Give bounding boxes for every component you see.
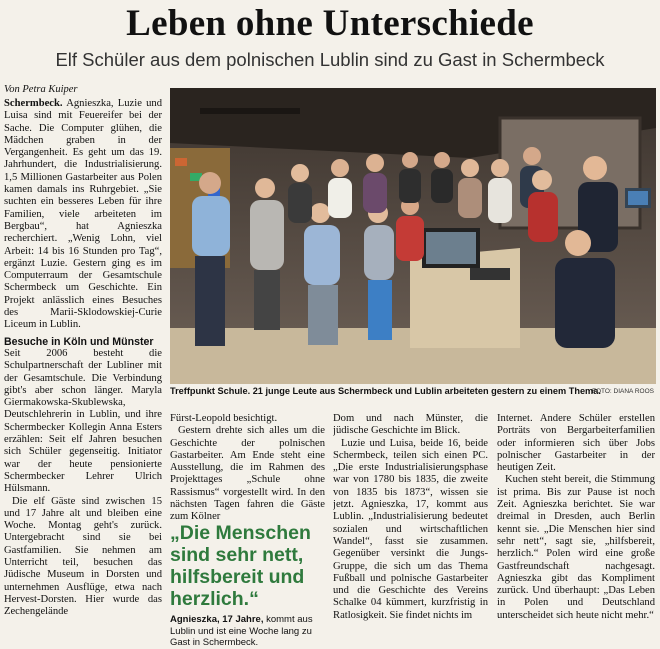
quote-speaker-info: kommt aus Lublin und ist eine Woche lang zu Gast in Schermbeck.: [170, 614, 313, 648]
paragraph: Dom und nach Münster, die jüdische Geschichte im Blick.: [333, 413, 488, 437]
paragraph: Internet. Andere Schüler erstellen Porträts von Bergarbeiterfamilien oder informieren sich über Jobs polnischer Gastarbeiter in der heutigen Zeit.: [497, 413, 655, 474]
paragraph: Agnieszka, Luzie und Luisa sind mit Feuereifer bei der Sache. Die Computer glühen, die Mädchen graben in der Vergangenheit. Es geht um das 19. Jahrhundert, die Industrialisierung. 1,5 Millionen Gastarbeiter aus Polen kamen damals ins Ruhrgebiet. „Sie suchten ein besseres Leben für ihre Familien, viele arbeiteten im Bergbau“, hat Agnieszka recherchiert. „Wenig Lohn, viel Arbeit: 14 bis 16 Stunden pro Tag“, ergänzt Luzie. Gestern ging es im Computerraum der Gesamtschule Schermbeck um Geschichte. Ein Projekt anlässlich eines Besuches des Marii-Sklodowskiej-Curie Liceum in Lublin.: [4, 98, 162, 331]
photo-credit: FOTO: DIANA ROOS: [591, 388, 654, 395]
quote-text: „Die Menschen sind sehr nett, hilfsbereit und herzlich.“: [170, 522, 311, 610]
quote-speaker: Agnieszka, 17 Jahre,: [170, 614, 264, 625]
paragraph: Seit 2006 besteht die Schulpartnerschaft der Lubliner mit der Gesamtschule. Die Verbindung gibt's aber schon länger. Maryla Giermakowska-Skublewska, Deutschlehrerin in Lublin, und ihre Schermbecker Kollegin Anna Esters erzählen: Seit elf Jahren besuchen sich Schüler gegenseitig. Initiator war der heute pensionierte Schermbecker Lehrer Ulrich Hülsmann.: [4, 347, 162, 495]
article-headline: Leben ohne Unterschiede: [126, 3, 534, 44]
section-subhead: Besuche in Köln und Münster: [4, 335, 154, 348]
paragraph: Fürst-Leopold besichtigt.: [170, 413, 278, 424]
paragraph: Kuchen steht bereit, die Stimmung ist prima. Bis zur Pause ist noch Zeit. Agnieszka berichtet. Sie war dreimal in Dresden, auch Berlin kennt sie. „Die Menschen hier sind sehr nett“, sagt sie, „hilfsbereit, herzlich.“ Polen wird eine große Gastfreundschaft nachgesagt. Agnieszka gibt das Kompliment zurück. Und überhaupt: „Das Leben in Polen und Deutschland unterscheidet sich heute nicht mehr.“: [497, 474, 655, 621]
photo-caption: [170, 386, 656, 400]
paragraph: Die elf Gäste sind zwischen 15 und 17 Jahre alt und bleiben eine Woche. Montag geht's zurück. Untergebracht sind sie bei Gastfamilien. Sie nehmen am Unterricht teil, besuchen das Jüdische Museum in Dorsten und unternehmen Ausflüge, etwa nach Hervest-Dorsten. Hier wurde das Zechengelände: [4, 495, 162, 618]
text-column-1: [4, 98, 162, 638]
text-column-3: [333, 413, 488, 638]
article-subheadline: Elf Schüler aus dem polnischen Lublin sind zu Gast in Schermbeck: [55, 49, 605, 70]
classroom-photo-illustration: [170, 88, 656, 384]
quote-attribution: [170, 614, 325, 649]
author-byline: Von Petra Kuiper: [4, 84, 78, 95]
paragraph: Luzie und Luisa, beide 16, beide Schermbeck, teilen sich einen PC. „Die erste Industrialisierungsphase war von 1780 bis 1835, die zweite von 1835 bis 1873“, wissen sie jetzt. Agnieszka, 17, kommt aus Lublin. „Industrialisierung bedeutet sozialen und wirtschaftlichen Wandel“, fasst sie zusammen. Gegenüber versinkt die Jungs-Gruppe, die sich um das Thema Fußball und polnische Gastarbeiter und die Geschichte des Vereins Schalke 04 kümmert, kurzfristig in Ratlosigkeit. Sie findet nichts im: [333, 437, 488, 621]
article-photo: [170, 88, 656, 384]
paragraph: Gestern drehte sich alles um die Geschichte der polnischen Gastarbeiter. Am Ende steht eine Ausstellung, die im Rahmen des Projekttages „Schule ohne Rassismus“ vorgestellt wird. In den nächsten Tagen fahren die Gäste zum Kölner: [170, 425, 325, 523]
dateline: Schermbeck.: [4, 98, 63, 109]
pull-quote: [170, 522, 325, 648]
text-column-4: [497, 413, 655, 638]
caption-text: Treffpunkt Schule. 21 junge Leute aus Schermbeck und Lublin arbeiteten gestern zu einem Thema.: [170, 386, 601, 396]
